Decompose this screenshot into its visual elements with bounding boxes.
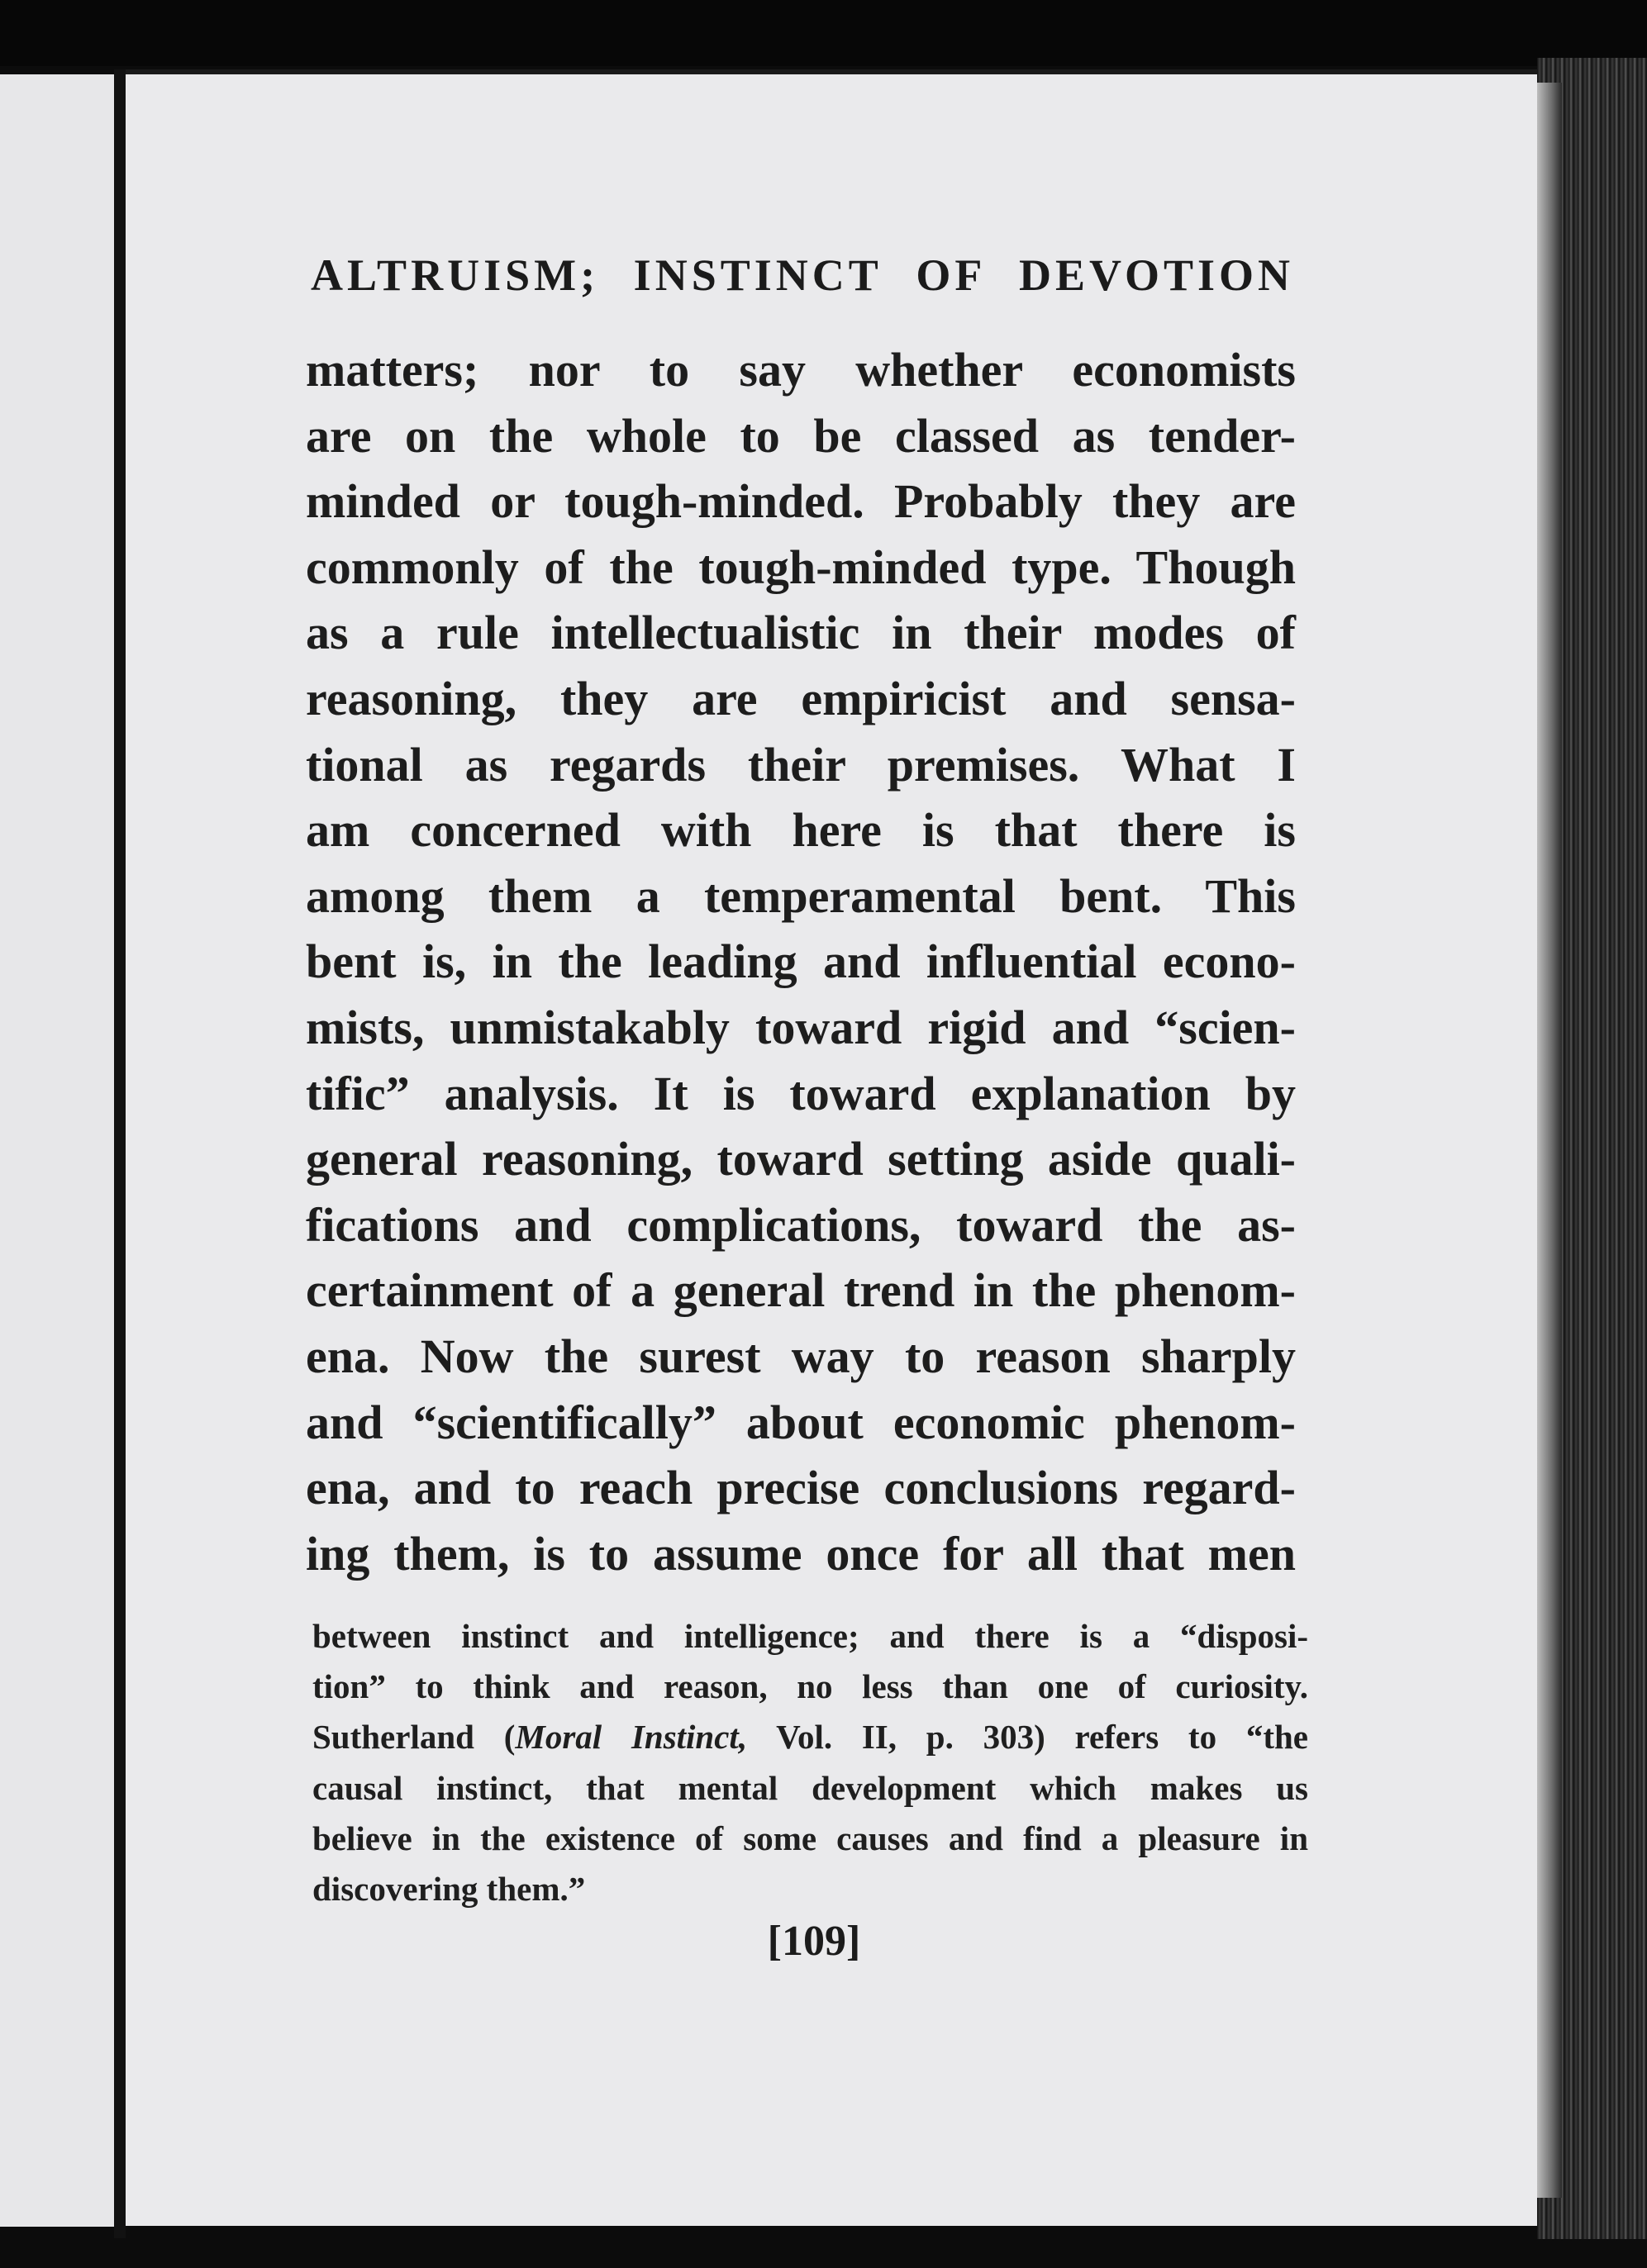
footnote-line [312,1712,1308,1762]
body-line: ing them, is to assume once for all that men [306,1526,1296,1581]
footnote [312,1611,1308,1914]
body-line: minded or tough-minded. Probably they are [306,474,1296,529]
body-line: commonly of the tough-minded type. Though [306,540,1296,594]
body-line: certainment of a general trend in the phenom- [306,1263,1296,1318]
body-line: tional as regards their premises. What I [306,737,1296,792]
body-line: reasoning, they are empiricist and sensa- [306,671,1296,725]
footnote-line: between instinct and intelligence; and there is a “disposi- [312,1617,1308,1655]
page-edge-shadow [1537,83,1562,2198]
body-line: among them a temperamental bent. This [306,868,1296,923]
body-line: am concerned with here is that there is [306,803,1296,858]
body-line: bent is, in the leading and influential econo- [306,934,1296,989]
footnote-text: Vol. II, p. 303) refers to “the [747,1718,1308,1757]
footnote-line: causal instinct, that mental development which makes us [312,1768,1308,1807]
footnote-text: Sutherland ( [312,1718,516,1757]
footnote-line: tion” to think and reason, no less than one of curiosity. [312,1667,1308,1706]
footnote-line: discovering them.” [312,1869,586,1908]
facing-page-edge [0,74,114,2227]
body-line: are on the whole to be classed as tender- [306,408,1296,463]
body-line: mists, unmistakably toward rigid and “scien- [306,1000,1296,1054]
body-line: fications and complications, toward the as- [306,1197,1296,1252]
body-line: ena. Now the surest way to reason sharply [306,1329,1296,1383]
body-line: as a rule intellectualistic in their modes of [306,606,1296,660]
running-head: ALTRUISM; INSTINCT OF DEVOTION [311,250,1294,300]
footnote-citation-title: Moral Instinct, [515,1718,748,1757]
book-gutter [114,69,126,2238]
footnote-line: believe in the existence of some causes and find a pleasure in [312,1819,1308,1857]
page-number: [109] [767,1918,861,1965]
scan-border-top [0,0,1647,66]
body-line: general reasoning, toward setting aside quali- [306,1132,1296,1186]
body-line: ena, and to reach precise conclusions regard- [306,1461,1296,1515]
body-line: and “scientifically” about economic phenom- [306,1395,1296,1449]
body-line: matters; nor to say whether economists [306,343,1296,397]
body-text [306,337,1296,1586]
body-line: tific” analysis. It is toward explanation by [306,1066,1296,1120]
